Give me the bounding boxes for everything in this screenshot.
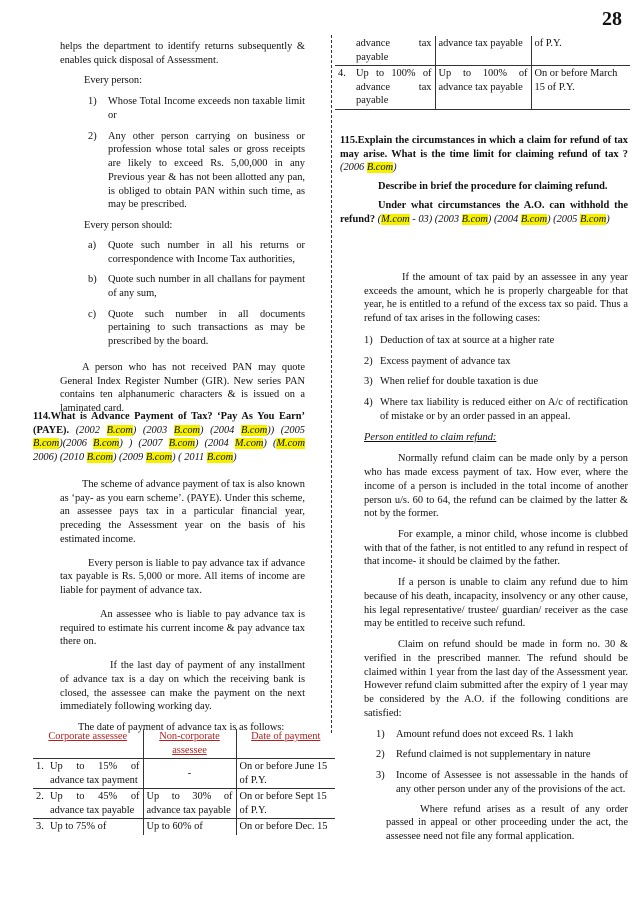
advance-tax-table xyxy=(33,729,335,835)
list-item: b) Quote such number in all challans for payment of any sum, xyxy=(88,274,305,300)
question-114 xyxy=(33,410,305,465)
pan-conditions-list xyxy=(88,95,305,212)
highlighted-reference: B.com xyxy=(173,424,201,436)
refund-section xyxy=(364,271,628,844)
continuation-text: helps the department to identify returns subsequently & enables quick disposal of Assessment. xyxy=(60,41,305,66)
person-entitled-heading: Person entitled to claim refund: xyxy=(364,431,497,443)
list-item: 4) Where tax liability is reduced either on A/c of rectification of mistake or by an order passed in an appeal. xyxy=(364,397,628,422)
highlighted-reference: M.com xyxy=(381,213,410,225)
liability-paragraph: Every person is liable to pay advance tax if advance tax payable is Rs. 5,000 or more. All items of income are liable for payment of advance tax. xyxy=(60,557,305,597)
highlighted-reference: B.com xyxy=(366,162,394,174)
table-row: advance tax payable advance tax payable of P.Y. xyxy=(335,36,630,66)
question-114-text: 114.What is Advance Payment of Tax? ‘Pay As You Earn’ (PAYE). xyxy=(33,411,305,436)
question-115-reference: (2006 B.com) xyxy=(340,162,397,174)
appeal-paragraph: Where refund arises as a result of any order passed in appeal or other proceeding under the act, the assessee need not file any formal application. xyxy=(386,803,628,842)
question-114-references: (2002 B.com) (2003 B.com) (2004 B.com)) (2005 B.com)(2006 B.com) ) (2007 B.com) (2004 M.com) (M.com 2006) (2010 B.com) (2009 B.com) ( 2011 B.com) xyxy=(33,424,306,464)
list-item: c) Quote such number in all documents pertaining to such transactions as may be prescribed by the board. xyxy=(88,308,305,348)
highlighted-reference: B.com xyxy=(520,213,548,225)
list-item: 3) When relief for double taxation is due xyxy=(364,376,539,388)
table-row: 2. Up to 45% of advance tax payable Up to 30% of advance tax payable On or before Sept 15 of P.Y. xyxy=(33,789,335,819)
conditions-list xyxy=(376,728,628,797)
example-paragraph: For example, a minor child, whose income is clubbed with that of the father, is not entitled to any refund in respect of that income- it should be claimed by the father. xyxy=(364,529,628,568)
list-item: 2) Excess payment of advance tax xyxy=(364,355,511,367)
withhold-question: Under what circumstances the A.O. can withhold the refund? xyxy=(340,199,628,225)
list-item: a) Quote such number in all his returns or correspondence with Income Tax authorities, xyxy=(88,239,305,265)
estimate-paragraph: An assessee who is liable to pay advance tax is required to estimate his current income & pay advance tax there on. xyxy=(60,608,305,648)
column-header: Date of payment xyxy=(236,729,335,759)
list-item: 1) Deduction of tax at source at a higher rate xyxy=(364,334,555,346)
highlighted-reference: B.com xyxy=(461,213,488,225)
paye-paragraph: The scheme of advance payment of tax is also known as ‘pay- as you earn scheme’. (PAYE). Under this scheme, an assessee pays tax in a particular financial year, preceding the Assessment year on the basis of his estimated income. xyxy=(60,479,305,545)
claim-paragraph: Claim on refund should be made in form no. 30 & verified in the prescribed manner. The refund should be claimed within 1 year from the last day of the Assessment year. However refund claim submitted after the expiry of 1 year may be considered by the A.O. if the following conditions are satisfied: xyxy=(364,639,628,719)
page-number: 28 xyxy=(602,8,622,30)
highlighted-reference: B.com xyxy=(206,452,234,464)
column-header: Non-corporate assessee xyxy=(143,729,236,759)
normally-paragraph: Normally refund claim can be made only by a person who has made excess payment of tax. How ever, where the income of a person is included in the total income of another person u/s. 60 to 64, the refund can be claimed by the latter & not by the former. xyxy=(364,453,628,520)
highlighted-reference: B.com xyxy=(579,213,607,225)
refund-cases-list xyxy=(364,334,628,424)
list-item: 3) Income of Assessee is not assessable in the hands of any other person under any of the provisions of the act. xyxy=(376,770,628,795)
highlighted-reference: B.com xyxy=(86,452,113,464)
table-row: 1. Up to 15% of advance tax payment - On or before June 15 of P.Y. xyxy=(33,759,335,789)
highlighted-reference: B.com xyxy=(168,438,195,450)
highlighted-reference: M.com xyxy=(234,438,264,450)
dates-intro: The date of payment of advance tax is as follows: xyxy=(78,722,285,734)
column-header: Corporate assessee xyxy=(33,729,143,759)
table-row: 3. Up to 75% of Up to 60% of On or before Dec. 15 xyxy=(33,819,335,835)
withhold-references: (M.com - 03) (2003 B.com) (2004 B.com) (2005 B.com) xyxy=(377,213,610,225)
question-115-text: 115.Explain the circumstances in which a claim for refund of tax may arise. What is the time limit for claiming refund of tax ? xyxy=(340,135,628,160)
describe-question: Describe in brief the procedure for claiming refund. xyxy=(378,181,608,193)
gir-paragraph: A person who has not received PAN may quote General Index Register Number (GIR). New series PAN contains ten alphanumeric characters & is issued on a laminated card. xyxy=(60,361,305,415)
every-person-heading: Every person: xyxy=(84,75,142,87)
highlighted-reference: B.com xyxy=(145,452,173,464)
highlighted-reference: B.com xyxy=(33,438,60,450)
list-item: 1) Whose Total Income exceeds non taxable limit or xyxy=(88,96,305,121)
list-item: 2) Refund claimed is not supplementary in nature xyxy=(376,749,591,761)
highlighted-reference: B.com xyxy=(106,424,133,436)
pan-quote-list xyxy=(88,239,305,349)
left-column xyxy=(60,40,305,416)
refund-paragraph: If the amount of tax paid by an assessee in any year exceeds the amount, which he is properly chargeable for that year, he is entitled to a refund of the excess tax so paid. Thus a refund of tax arises in the following cases: xyxy=(364,272,628,325)
highlighted-reference: M.com xyxy=(276,438,305,450)
question-115 xyxy=(340,134,628,226)
list-item: 2) Any other person carrying on business or profession whose total sales or gross receipts are likely to exceed Rs. 5,00,000 in any Previous year & has not been allotted any pan, is obliged to obtain PAN within such time, as may be prescribed. xyxy=(88,130,305,211)
highlighted-reference: B.com xyxy=(93,438,120,450)
advance-tax-table-continued xyxy=(335,36,630,110)
holiday-paragraph: If the last day of payment of any installment of advance tax is a day on which the receiving bank is closed, the assessee can make the payment on the next immediately following working day. xyxy=(60,660,305,713)
every-person-should-heading: Every person should: xyxy=(84,220,173,232)
table-header-row xyxy=(33,729,335,759)
advance-tax-section xyxy=(60,478,305,735)
unable-paragraph: If a person is unable to claim any refund due to him because of his death, incapacity, insolvency or any other cause, his legal representative/ trustee/ guardian/ receiver as the case may be entitled to receive such refund. xyxy=(364,577,628,630)
table-row: 4. Up to 100% of advance tax payable Up to 100% of advance tax payable On or before March 15 of P.Y. xyxy=(335,66,630,110)
highlighted-reference: B.com xyxy=(240,424,268,436)
list-item: 1) Amount refund does not exceed Rs. 1 lakh xyxy=(376,728,574,740)
column-divider xyxy=(331,35,332,733)
